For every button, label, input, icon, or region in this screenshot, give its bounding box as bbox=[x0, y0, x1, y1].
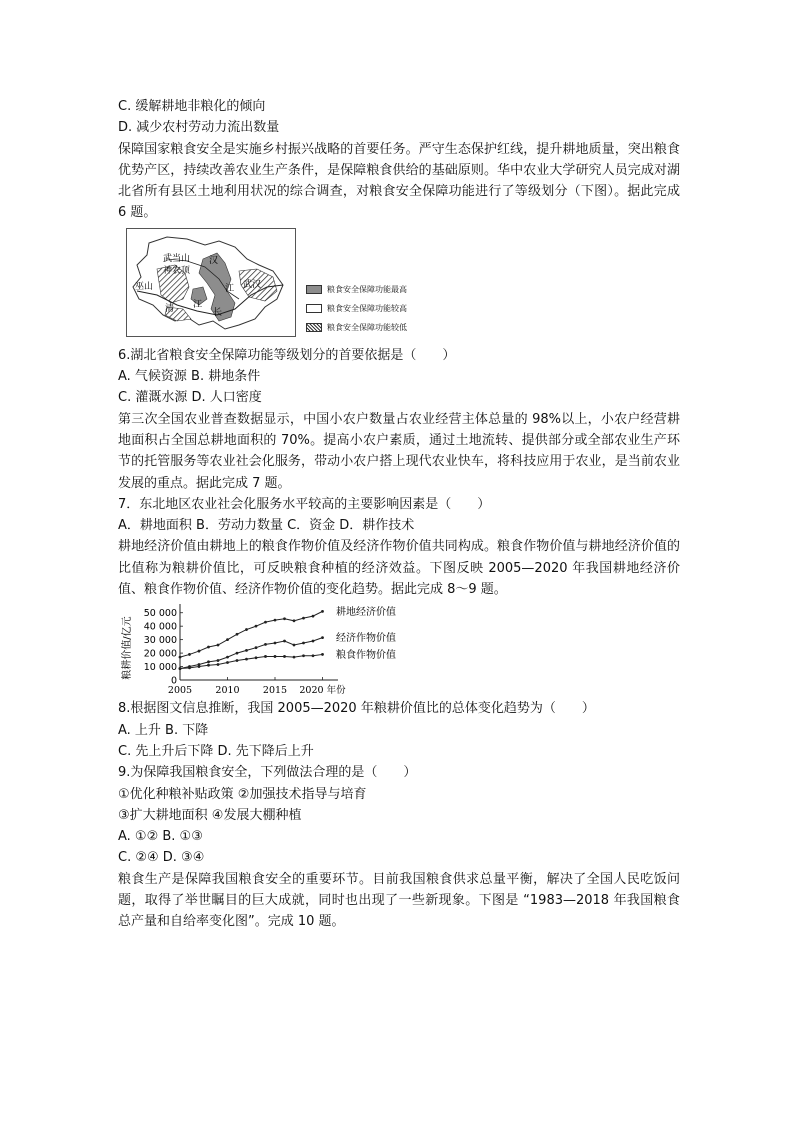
chart-data-point bbox=[188, 653, 191, 656]
chart-data-point bbox=[302, 655, 305, 658]
chart-data-point bbox=[179, 668, 182, 671]
q89-intro-paragraph: 耕地经济价值由耕地上的粮食作物价值及经济作物价值共同构成。粮食作物价值与耕地经济价值的比值称为粮耕价值比，可反映粮食种植的经济效益。下图反映 2005—2020 年我国耕地经济价值、粮食作物价值、经济作物价值的变化趋势。据此完成 8～9 题。 bbox=[118, 539, 680, 598]
q6-options-cd: C. 灌溉水源 D. 人口密度 bbox=[118, 390, 262, 406]
map-label-wushan: 巫山 bbox=[135, 281, 154, 292]
chart-data-point bbox=[217, 663, 220, 666]
chart-data-point bbox=[293, 644, 296, 647]
chart-data-point bbox=[321, 653, 324, 656]
chart-data-point bbox=[255, 625, 258, 628]
chart-data-point bbox=[302, 617, 305, 620]
chart-data-point bbox=[226, 656, 229, 659]
q7-intro-paragraph: 第三次全国农业普查数据显示，中国小农户数量占农业经营主体总量的 98%以上，小农户经营耕地面积占全国总耕地面积的 70%。提高小农户素质，通过土地流转、提供部分或全部农业生产环节的托管服务等农业社会化服务，带动小农户搭上现代农业快车，将科技应用于农业，是当前农业发展的重点。据此完成 7 题。 bbox=[118, 411, 680, 491]
chart-data-point bbox=[198, 665, 201, 668]
chart-data-point bbox=[236, 659, 239, 662]
chart-y-tick-label: 0 bbox=[170, 675, 177, 687]
chart-series-label: 粮食作物价值 bbox=[336, 650, 396, 662]
q10-intro-paragraph: 粮食生产是保障我国粮食安全的重要环节。目前我国粮食供求总量平衡，解决了全国人民吃饭问题，取得了举世瞩目的巨大成就，同时也出现了一些新现象。下图是 “1983—2018 年我国粮食总产量和自给率变化图”。完成 10 题。 bbox=[118, 871, 680, 930]
legend-label-lower: 粮食安全保障功能较低 bbox=[327, 322, 407, 332]
chart-data-point bbox=[312, 615, 315, 618]
chart-data-point bbox=[312, 640, 315, 643]
map-label-wudang: 武当山 bbox=[163, 253, 191, 264]
chart-series-label: 经济作物价值 bbox=[336, 633, 396, 645]
document-page bbox=[118, 96, 680, 933]
line-chart bbox=[118, 600, 438, 698]
q5-option-d: D. 减少农村劳动力流出数量 bbox=[118, 120, 280, 136]
chart-data-point bbox=[274, 642, 277, 645]
chart-data-point bbox=[179, 656, 182, 659]
q8-stem: 8.根据图文信息推断，我国 2005—2020 年粮耕价值比的总体变化趋势为（ ） bbox=[118, 701, 595, 717]
chart-data-point bbox=[207, 661, 210, 664]
chart-data-point bbox=[274, 619, 277, 622]
legend-item-lower bbox=[306, 318, 407, 337]
chart-data-point bbox=[312, 655, 315, 658]
q6-intro-paragraph: 保障国家粮食安全是实施乡村振兴战略的首要任务。严守生态保护红线，提升耕地质量，突出粮食优势产区，持续改善农业生产条件，是保障粮食供给的基础原则。华中农业大学研究人员完成对湖北省所有县区土地利用状况的综合调查，对粮食安全保障功能进行了等级划分（下图）。据此完成 6 题。 bbox=[118, 141, 680, 221]
chart-data-point bbox=[264, 621, 267, 624]
chart-data-point bbox=[321, 610, 324, 613]
line-chart-figure bbox=[118, 600, 680, 698]
chart-x-tick-label: 2010 bbox=[215, 685, 240, 697]
hubei-map-svg bbox=[127, 229, 295, 336]
q8-options-ab: A. 上升 B. 下降 bbox=[118, 722, 209, 738]
legend-label-higher: 粮食安全保障功能较高 bbox=[327, 303, 407, 313]
chart-data-point bbox=[217, 659, 220, 662]
q9-options-ab: A. ①② B. ①③ bbox=[118, 829, 203, 845]
chart-y-tick-label: 20 000 bbox=[143, 648, 177, 660]
chart-data-point bbox=[226, 639, 229, 642]
chart-data-point bbox=[245, 658, 248, 661]
chart-y-tick-label: 30 000 bbox=[143, 635, 177, 647]
chart-data-point bbox=[198, 650, 201, 653]
map-label-shennong: 神农顶 bbox=[163, 265, 191, 276]
chart-data-point bbox=[293, 620, 296, 623]
legend-swatch-higher bbox=[306, 304, 322, 313]
chart-y-ticks bbox=[144, 609, 183, 687]
q8-options-cd: C. 先上升后下降 D. 先下降后上升 bbox=[118, 743, 314, 759]
chart-y-tick-label: 40 000 bbox=[143, 622, 177, 634]
q6-stem: 6.湖北省粮食安全保障功能等级划分的首要依据是（ ） bbox=[118, 347, 456, 363]
map-label-qing: 清 bbox=[165, 303, 175, 314]
chart-series-line bbox=[180, 612, 323, 658]
chart-data-point bbox=[274, 655, 277, 658]
chart-x-tick-label: 2015 bbox=[262, 685, 288, 697]
map-label-chang: 长 bbox=[213, 307, 223, 318]
chart-data-point bbox=[217, 644, 220, 647]
hubei-map-figure bbox=[126, 228, 680, 343]
chart-x-tick-label: 2005 bbox=[167, 685, 193, 697]
legend-swatch-lower bbox=[306, 323, 322, 332]
chart-data-point bbox=[321, 637, 324, 640]
chart-series-line bbox=[180, 638, 323, 669]
chart-data-point bbox=[264, 643, 267, 646]
chart-data-point bbox=[302, 642, 305, 645]
chart-data-point bbox=[264, 655, 267, 658]
legend-swatch-highest bbox=[306, 285, 322, 294]
q9-items-34: ③扩大耕地面积 ④发展大棚种植 bbox=[118, 807, 302, 823]
chart-data-point bbox=[236, 633, 239, 636]
hubei-map bbox=[126, 228, 296, 337]
map-legend bbox=[306, 280, 407, 337]
chart-data-point bbox=[255, 647, 258, 650]
legend-item-higher bbox=[306, 299, 407, 318]
map-label-jiang2: 江 bbox=[225, 283, 235, 294]
q9-items-12: ①优化种粮补贴政策 ②加强技术指导与培育 bbox=[118, 786, 367, 802]
q5-option-c: C. 缓解耕地非粮化的倾向 bbox=[118, 99, 266, 114]
chart-series bbox=[179, 610, 324, 670]
chart-y-tick-label: 10 000 bbox=[143, 662, 177, 674]
legend-item-highest bbox=[306, 280, 407, 299]
chart-data-point bbox=[255, 657, 258, 660]
chart-data-point bbox=[207, 646, 210, 649]
q9-options-cd: C. ②④ D. ③④ bbox=[118, 850, 205, 866]
chart-data-point bbox=[226, 661, 229, 664]
chart-data-point bbox=[283, 655, 286, 658]
chart-data-point bbox=[207, 664, 210, 667]
chart-data-point bbox=[188, 667, 191, 670]
chart-data-point bbox=[293, 656, 296, 659]
chart-data-point bbox=[283, 618, 286, 621]
chart-y-tick-label: 50 000 bbox=[143, 608, 177, 620]
q6-options-ab: A. 气候资源 B. 耕地条件 bbox=[118, 369, 261, 385]
map-label-wuhan: 武汉 bbox=[243, 279, 262, 290]
legend-label-highest: 粮食安全保障功能最高 bbox=[327, 284, 407, 294]
map-label-han: 汉 bbox=[209, 255, 219, 266]
q7-stem: 7．东北地区农业社会化服务水平较高的主要影响因素是（ ） bbox=[118, 496, 491, 512]
q7-options: A．耕地面积 B．劳动力数量 C．资金 D．耕作技术 bbox=[118, 518, 415, 534]
chart-data-point bbox=[245, 628, 248, 631]
chart-series-line bbox=[180, 655, 323, 669]
map-label-jiang1: 江 bbox=[193, 299, 203, 310]
chart-data-point bbox=[245, 649, 248, 652]
chart-x-tick-label: 2020 年份 bbox=[299, 685, 346, 697]
chart-data-point bbox=[236, 652, 239, 655]
q9-stem: 9.为保障我国粮食安全，下列做法合理的是（ ） bbox=[118, 765, 417, 781]
chart-series-labels bbox=[336, 605, 396, 661]
chart-series-label: 耕地经济价值 bbox=[336, 607, 396, 619]
chart-ylabel: 粮耕价值/亿元 bbox=[122, 616, 133, 681]
chart-data-point bbox=[283, 640, 286, 643]
